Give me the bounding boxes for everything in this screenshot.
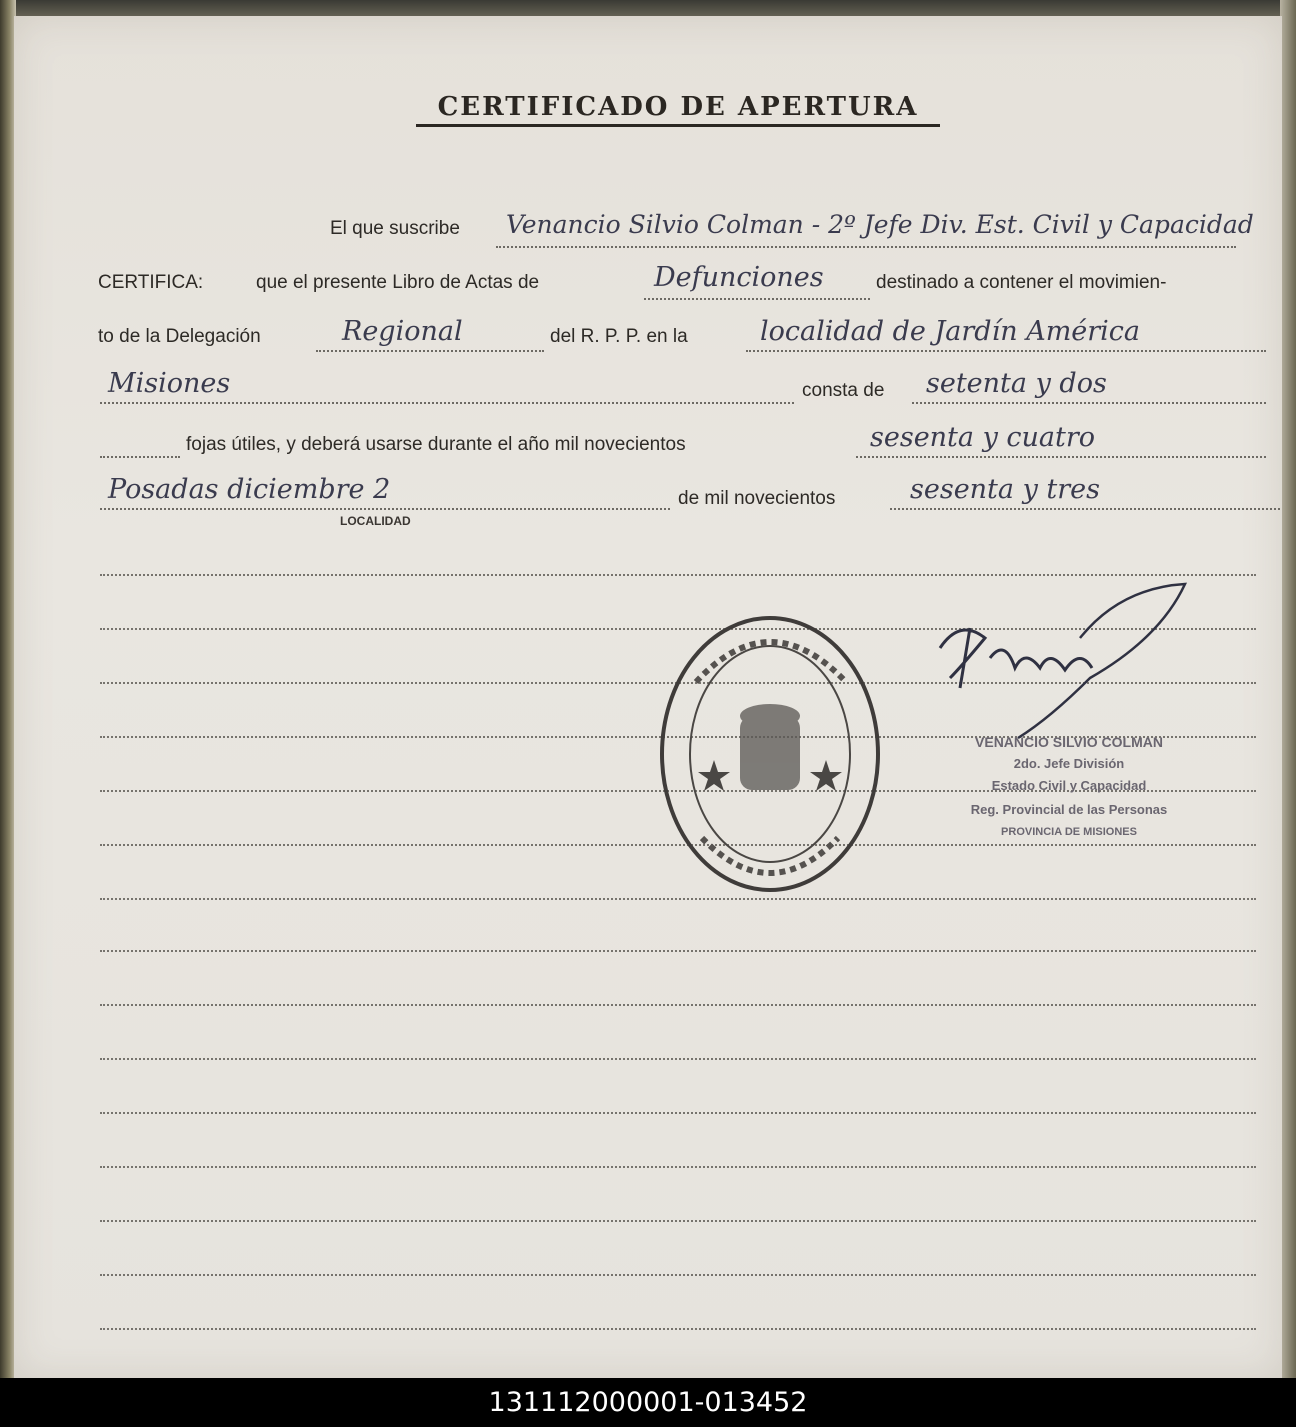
fojas-count-handwritten: setenta y dos [926,368,1107,399]
localidad-handwritten: localidad de Jardín América [760,316,1141,347]
mil-novecientos-text: de mil novecientos [678,488,836,509]
delegacion-handwritten: Regional [342,316,463,347]
blank-rule [100,574,1256,576]
signatory-office: Reg. Provincial de las Personas [970,802,1168,817]
rpp-text: del R. P. P. en la [550,326,688,347]
blank-rule [100,1220,1256,1222]
document-title: CERTIFICADO DE APERTURA [416,92,940,127]
signatory-handwritten: Venancio Silvio Colman - 2º Jefe Div. Est. Civil y Capacidad [506,210,1254,239]
blank-rule [100,950,1256,952]
signatory-name: VENANCIO SILVIO COLMAN [975,734,1163,750]
libro-type-handwritten: Defunciones [654,262,824,293]
blank-rule [100,1004,1256,1006]
localidad-date-fill-line [100,508,670,510]
localidad-fill-line [746,350,1266,352]
image-id-footer: 131112000001-013452 [0,1378,1296,1427]
destinado-text: destinado a contener el movimien- [876,272,1167,293]
fojas-prefix-fill-line [100,456,180,458]
signatory-division: Estado Civil y Capacidad [991,778,1147,793]
official-seal-icon [656,612,884,896]
blank-rule [100,1166,1256,1168]
year-use-fill-line [856,456,1266,458]
blank-rule [100,898,1256,900]
book-binding-right [1280,0,1296,1378]
fojas-count-fill-line [912,402,1266,404]
signatory-province: PROVINCIA DE MISIONES [1001,826,1137,838]
delegacion-fill-line [316,350,544,352]
localidad-caption: LOCALIDAD [340,514,411,528]
certifica-label: CERTIFICA: [98,272,204,293]
fojas-utiles-text: fojas útiles, y deberá usarse durante el año mil novecientos [186,434,686,455]
consta-de-text: consta de [802,380,885,401]
suscribe-label: El que suscribe [330,218,460,239]
provincia-handwritten: Misiones [108,368,231,399]
libro-type-fill-line [644,298,870,300]
provincia-fill-line [100,402,794,404]
delegacion-label: to de la Delegación [98,326,261,347]
suscribe-fill-line [496,246,1236,248]
year-use-handwritten: sesenta y cuatro [870,422,1096,453]
year-opening-handwritten: sesenta y tres [910,474,1101,505]
libro-actas-text: que el presente Libro de Actas de [256,272,540,293]
blank-rule [100,1058,1256,1060]
blank-rule [100,1328,1256,1330]
year-opening-fill-line [890,508,1280,510]
blank-rule [100,1274,1256,1276]
blank-rule [100,1112,1256,1114]
signatory-title: 2do. Jefe División [1013,756,1125,771]
signature-handwritten-icon [930,578,1200,748]
localidad-date-handwritten: Posadas diciembre 2 [108,474,391,505]
